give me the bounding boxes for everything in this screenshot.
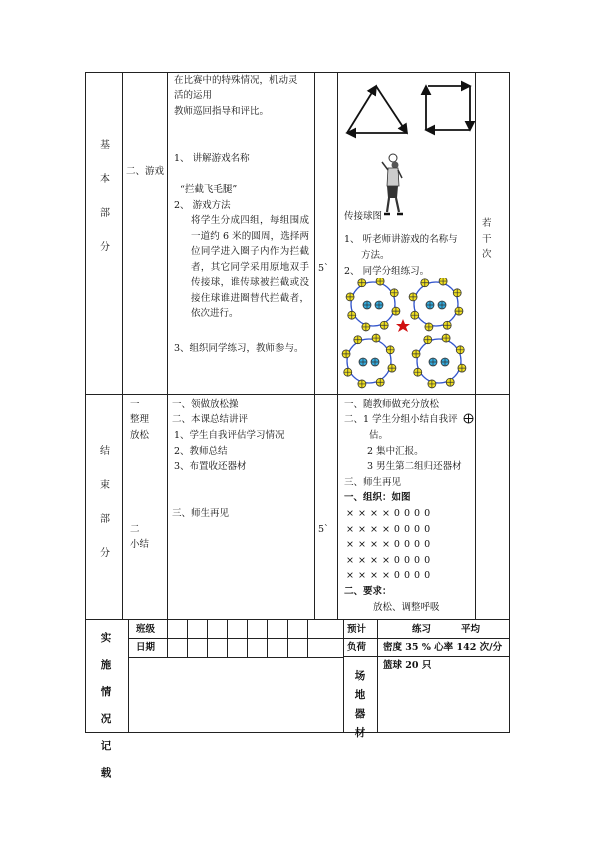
end-content-line: 一、领做放松操 xyxy=(172,399,239,410)
load-label-2: 负荷 xyxy=(347,642,367,653)
end-activity-line: 放松 xyxy=(130,430,150,441)
player-marker xyxy=(409,293,417,301)
interceptor-marker xyxy=(426,301,434,309)
basic-org-line: 1、 听老师讲游戏的名称与 xyxy=(344,234,458,245)
basic-count: 若 干 次 xyxy=(482,218,492,260)
end-activity-line: 二 xyxy=(130,524,140,535)
formation-row: × × × × 0 0 0 0 xyxy=(346,539,431,550)
end-activity-line: 一 xyxy=(130,399,140,410)
end-org-line: 三、师生再见 xyxy=(344,477,402,488)
class-label: 班级 xyxy=(136,624,156,635)
date-label: 日期 xyxy=(136,642,156,653)
end-section-label: 结 束 部 分 xyxy=(100,446,110,559)
end-time: 5` xyxy=(318,524,329,535)
player-marker xyxy=(456,346,464,354)
end-content-line: 二、本课总结讲评 xyxy=(172,414,249,425)
basic-content-line: 在比赛中的特殊情况，机动灵 xyxy=(174,75,298,86)
player-marker xyxy=(446,378,454,386)
passing-circles-diagram xyxy=(340,278,472,390)
formation-row: × × × × 0 0 0 0 xyxy=(346,524,431,535)
player-marker xyxy=(412,350,420,358)
player-marker xyxy=(411,311,419,319)
player-marker xyxy=(390,289,398,297)
interceptor-marker xyxy=(359,358,367,366)
requirement-heading: 二、要求： xyxy=(344,586,392,597)
end-org-line: 2 集中汇报。 xyxy=(367,446,424,457)
game-method-paragraph: 将学生分成四组，每组围成一道约 6 米的圆周，选择两位同学进入圈子内作为拦截者，其它同学采用原地双手传接球，谁传球被拦截或没接住球谁进圈替代拦截者，依次进行。 xyxy=(191,215,309,319)
basic-content-line: 活的运用 xyxy=(174,90,213,101)
formation-row: × × × × 0 0 0 0 xyxy=(346,555,431,566)
player-marker xyxy=(342,350,350,358)
basic-content-line: 3、组织同学练习，教师参与。 xyxy=(174,343,304,354)
record-section-label: 实 施 情 况 记 载 xyxy=(100,632,112,779)
player-marker xyxy=(354,336,362,344)
square-diagram xyxy=(418,78,478,138)
circle-plus-icon xyxy=(463,413,474,424)
player-marker xyxy=(372,334,380,342)
player-marker xyxy=(424,336,432,344)
interceptor-marker xyxy=(441,358,449,366)
player-marker xyxy=(421,279,429,287)
player-marker xyxy=(439,278,447,285)
triangle-diagram xyxy=(340,80,415,140)
player-marker xyxy=(358,380,366,388)
end-content-line: 三、师生再见 xyxy=(172,508,230,519)
player-marker xyxy=(425,323,433,331)
player-marker xyxy=(455,307,463,315)
basic-org-line: 传接球图 xyxy=(344,211,383,222)
player-marker xyxy=(376,378,384,386)
player-marker xyxy=(380,321,388,329)
player-marker xyxy=(386,346,394,354)
interceptor-marker xyxy=(371,358,379,366)
player-marker xyxy=(458,364,466,372)
star-icon xyxy=(396,319,410,332)
basic-content-line: 教师巡回指导和评比。 xyxy=(174,106,270,117)
player-marker xyxy=(388,364,396,372)
practice-label: 练习 xyxy=(412,624,432,635)
density-text: 密度 35 % 心率 142 次/分 xyxy=(383,642,503,653)
basic-activity: 二、游戏 xyxy=(126,166,165,177)
end-content-line: 1、学生自我评估学习情况 xyxy=(174,430,285,441)
avg-label: 平均 xyxy=(461,624,481,635)
load-label-1: 预计 xyxy=(347,624,367,635)
end-activity-line: 整理 xyxy=(130,414,150,425)
interceptor-marker xyxy=(429,358,437,366)
player-marker xyxy=(344,368,352,376)
formation-row: × × × × 0 0 0 0 xyxy=(346,570,431,581)
interceptor-marker xyxy=(363,301,371,309)
end-org-line: 一、随教师做充分放松 xyxy=(344,399,440,410)
requirement-text: 放松、调整呼吸 xyxy=(373,602,440,613)
player-marker xyxy=(348,311,356,319)
basic-org-line: 方法。 xyxy=(361,250,390,261)
player-marker xyxy=(443,321,451,329)
basic-section-label: 基 本 部 分 xyxy=(100,140,110,253)
player-marker xyxy=(428,380,436,388)
end-content-line: 2、教师总结 xyxy=(174,446,228,457)
basketball-player-icon xyxy=(378,152,408,218)
player-marker xyxy=(358,279,366,287)
end-org-line: 3 男生第二组归还器材 xyxy=(367,461,462,472)
end-org-line: 估。 xyxy=(369,430,389,441)
player-marker xyxy=(414,368,422,376)
player-marker xyxy=(392,307,400,315)
player-marker xyxy=(376,278,384,285)
game-name-heading: 1、 讲解游戏名称 xyxy=(174,153,250,164)
game-method-heading: 2、 游戏方法 xyxy=(174,200,231,211)
end-activity-line: 小结 xyxy=(130,539,150,550)
player-marker xyxy=(346,293,354,301)
org-heading: 一、组织：如图 xyxy=(344,492,411,503)
interceptor-marker xyxy=(438,301,446,309)
end-content-line: 3、布置收还器材 xyxy=(174,461,247,472)
interceptor-marker xyxy=(375,301,383,309)
player-marker xyxy=(362,323,370,331)
game-name: “拦截飞毛腿” xyxy=(180,184,238,195)
end-org-line: 二、1 学生分组小结自我评 xyxy=(344,414,458,425)
equipment-text: 篮球 20 只 xyxy=(383,660,432,671)
formation-row: × × × × 0 0 0 0 xyxy=(346,508,431,519)
basic-time: 5` xyxy=(318,263,329,274)
venue-label: 场 地 器 材 xyxy=(354,670,366,739)
player-marker xyxy=(453,289,461,297)
player-marker xyxy=(442,334,450,342)
basic-org-line: 2、 同学分组练习。 xyxy=(344,266,430,277)
